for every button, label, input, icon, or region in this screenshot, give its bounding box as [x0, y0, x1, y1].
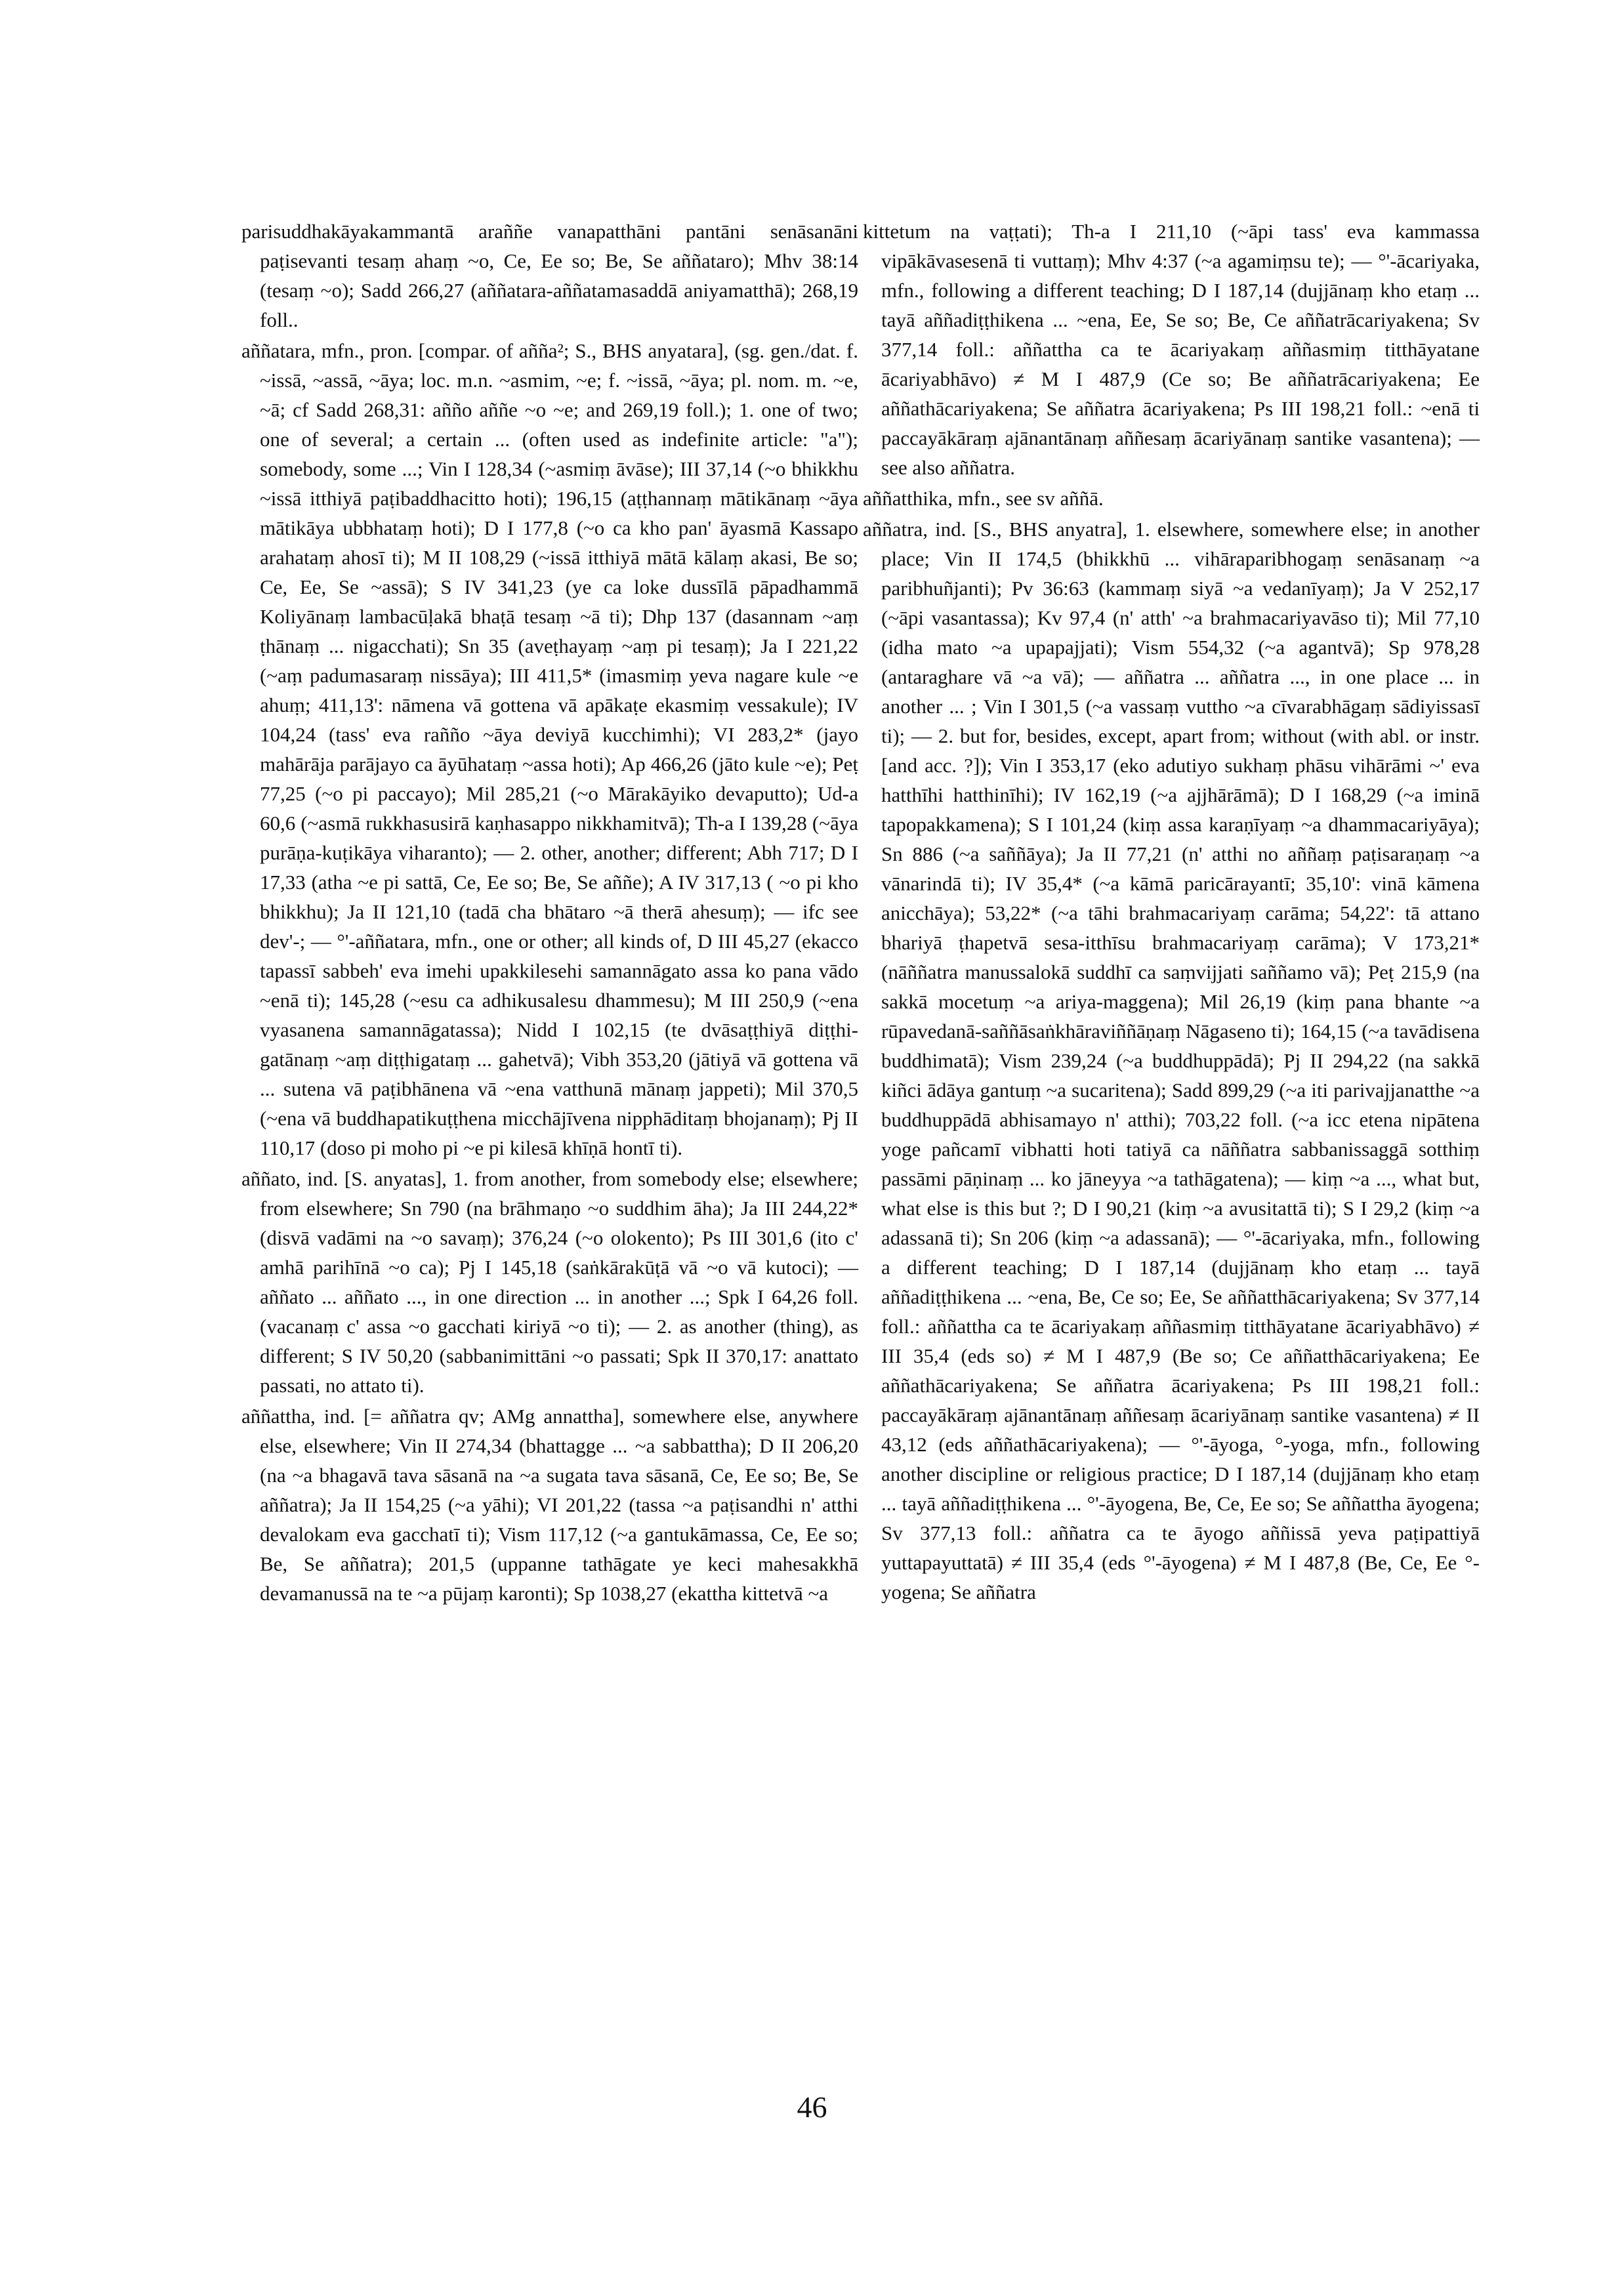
dictionary-entry: aññatra, ind. [S., BHS anyatra], 1. elsewhere, somewhere else; in another place; Vin II 174,5 (bhikkhū ... vihāraparibhogaṃ senāsanaṃ ~a paribhuñjanti); Pv 36:63 (kammaṃ siyā ~a vedanīyaṃ); Ja V 252,17 (~āpi vasantassa); Kv 97,4 (n' atth' ~a brahmacariyavāso ti); Mil 77,10 (idha mato ~a upapajjati); Vism 554,32 (~a agantvā); Sp 978,28 (antaraghare vā ~a vā); — aññatra ... aññatra ..., in one place ... in another ... ; Vin I 301,5 (~a vassaṃ vuttho ~a cīvarabhāgaṃ sādiyissasī ti); — 2. but for, besides, except, apart from; without (with abl. or instr. [and acc. ?]); Vin I 353,17 (eko adutiyo sukhaṃ phāsu vihārāmi ~' eva hatthīhi hatthinīhi); IV 162,19 (~a ajjhārāmā); D I 168,29 (~a iminā tapopakkamena); S I 101,24 (kiṃ assa karaṇīyaṃ ~a dhammacariyāya); Sn 886 (~a saññāya); Ja II 77,21 (n' atthi no aññaṃ paṭisaraṇaṃ ~a vānarindā ti); IV 35,4* (~a kāmā paricārayantī; 35,10': vinā kāmena anicchāya); 53,22* (~a tāhi brahmacariyaṃ carāma; 54,22': tā attano bhariyā ṭhapetvā sesa-itthīsu brahmacariyaṃ carāma); V 173,21* (nāññatra manussalokā suddhī ca saṃvijjati saññamo vā); Peṭ 215,9 (na sakkā mocetuṃ ~a ariya-maggena); Mil 26,19 (kiṃ pana bhante ~a rūpavedanā-saññāsaṅkhāraviññāṇaṃ Nāgaseno ti); 164,15 (~a tavādisena buddhimatā); Vism 239,24 (~a buddhuppādā); Pj II 294,22 (na sakkā kiñci ādāya gantuṃ ~a sucaritena); Sadd 899,29 (~a iti parivajjanatthe ~a buddhuppādā abhisamayo n' atthi); 703,22 foll. (~a icc etena nipātena yoge pañcamī vibhatti hoti tatiyā ca nāññatra sabbanissaggā sotthiṃ passāmi pāṇinaṃ ... ko jāneyya ~a tathāgatena); — kiṃ ~a ..., what but, what else is this but ?; D I 90,21 (kiṃ ~a avusitattā ti); S I 29,2 (kiṃ ~a adassanā ti); Sn 206 (kiṃ ~a adassanā); — °'-ācariyaka, mfn., following a different teaching; D I 187,14 (dujjānaṃ kho etaṃ ... tayā aññadiṭṭhikena ... ~ena, Be, Ce so; Ee, Se aññatthācariyakena; Sv 377,14 foll.: aññattha ca te ācariyakaṃ aññasmiṃ titthāyatane ācariyabhāvo) ≠ III 35,4 (eds so) ≠ M I 487,9 (Be so; Ce aññatthācariyakena; Ee aññathācariyakena; Se aññatra ācariyakena; Ps III 198,21 foll.: paccayākāraṃ ajānantānaṃ aññesaṃ ācariyānaṃ santike vasantena) ≠ II 43,12 (eds aññathācariyakena); — °'-āyoga, °-yoga, mfn., following another discipline or religious practice; D I 187,14 (dujjānaṃ kho etaṃ ... tayā aññadiṭṭhikena ... °'-āyogena, Be, Ce, Ee so; Se aññattha āyogena; Sv 377,13 foll.: aññatra ca te āyogo aññissā yeva paṭipattiyā yuttapayuttatā) ≠ III 35,4 (eds °'-āyogena) ≠ M I 487,8 (Be, Ce, Ee °-yogena; Se aññatra	[863, 518, 1480, 1603]
dictionary-entry: parisuddhakāyakammantā araññe vanapatthāni pantāni senāsanāni paṭisevanti tesaṃ ahaṃ ~o, Ce, Ee so; Be, Se aññataro); Mhv 38:14 (tesaṃ ~o); Sadd 266,27 (aññatara-aññatamasaddā aniyamatthā); 268,19 foll..	[241, 220, 858, 331]
right-column	[863, 217, 1480, 1607]
dictionary-entry: aññatthika, mfn., see sv aññā.	[863, 487, 1104, 510]
dictionary-entry: aññatara, mfn., pron. [compar. of añña²; S., BHS anyatara], (sg. gen./dat. f. ~issā, ~assā, ~āya; loc. m.n. ~asmim, ~e; f. ~issā, ~āya; pl. nom. m. ~e, ~ā; cf Sadd 268,31: añño aññe ~o ~e; and 269,19 foll.); 1. one of two; one of several; a certain ... (often used as indefinite article: "a"); somebody, some ...; Vin I 128,34 (~asmiṃ āvāse); III 37,14 (~o bhikkhu ~issā itthiyā paṭibaddhacitto hoti); 196,15 (aṭṭhannaṃ mātikānaṃ ~āya mātikāya ubbhataṃ hoti); D I 177,8 (~o ca kho pan' āyasmā Kassapo arahataṃ ahosī ti); M II 108,29 (~issā itthiyā mātā kālaṃ akasi, Be so; Ce, Ee, Se ~assā); S IV 341,23 (ye ca loke dussīlā pāpadhammā Koliyānaṃ lambacūḷakā bhaṭā tesaṃ ~ā ti); Dhp 137 (dasannam ~aṃ ṭhānaṃ ... nigacchati); Sn 35 (aveṭhayaṃ ~aṃ pi tesaṃ); Ja I 221,22 (~aṃ padumasaraṃ nissāya); III 411,5* (imasmiṃ yeva nagare kule ~e ahuṃ; 411,13': nāmena vā gottena vā apākaṭe ekasmiṃ vessakule); IV 104,24 (tass' eva rañño ~āya deviyā kucchimhi); VI 283,2* (jayo mahārāja parājayo ca āyūhataṃ ~assa hoti); Ap 466,26 (jāto kule ~e); Peṭ 77,25 (~o pi paccayo); Mil 285,21 (~o Mārakāyiko devaputto); Ud-a 60,6 (~asmā rukkhasusirā kaṇhasappo nikkhamitvā); Th-a I 139,28 (~āya purāṇa-kuṭikāya viharanto); — 2. other, another; different; Abh 717; D I 17,33 (atha ~e pi sattā, Ce, Ee so; Be, Se aññe); A IV 317,13 ( ~o pi kho bhikkhu); Ja II 121,10 (tadā cha bhātaro ~ā therā ahesuṃ); — ifc see dev'-; — °'-aññatara, mfn., one or other; all kinds of, D III 45,27 (ekacco tapassī sabbeh' eva imehi upakkilesehi samannāgato assa ko pana vādo ~enā ti); 145,28 (~esu ca adhikusalesu dhammesu); M III 250,9 (~ena vyasanena samannāgatassa); Nidd I 102,15 (te dvāsaṭṭhiyā diṭṭhi-gatānaṃ ~aṃ diṭṭhigataṃ ... gahetvā); Vibh 353,20 (jātiyā vā gottena vā ... sutena vā paṭibhānena vā ~ena vatthunā mānaṃ jappeti); Mil 370,5 (~ena vā buddhapatikuṭṭhena micchājīvena nipphāditaṃ bhojanaṃ); Pj II 110,17 (doso pi moho pi ~e pi kilesā khīṇā hontī ti).	[241, 339, 858, 1159]
dictionary-entry: aññattha, ind. [= aññatra qv; AMg annattha], somewhere else, anywhere else, elsewhere; Vin II 274,34 (bhattagge ... ~a sabbattha); D II 206,20 (na ~a bhagavā tava sāsanā na ~a sugata tava sāsanā, Ce, Ee so; Be, Se aññatra); Ja II 154,25 (~a yāhi); VI 201,22 (tassa ~a paṭisandhi n' atthi devalokam eva gacchatī ti); Vism 117,12 (~a gantukāmassa, Ce, Ee so; Be, Se aññatra); 201,5 (uppanne tathāgate ye keci mahesakkhā devamanussā na te ~a pūjaṃ karonti); Sp 1038,27 (ekattha kittetvā ~a	[241, 1405, 858, 1605]
page-number: 46	[797, 2090, 827, 2124]
dictionary-entry: kittetum na vaṭṭati); Th-a I 211,10 (~āpi tass' eva kammassa vipākāvasesenā ti vuttaṃ); Mhv 4:37 (~a agamiṃsu te); — °'-ācariyaka, mfn., following a different teaching; D I 187,14 (dujjānaṃ kho etaṃ ... tayā aññadiṭṭhikena ... ~ena, Ee, Se so; Be, Ce aññatrācariyakena; Sv 377,14 foll.: aññattha ca te ācariyakaṃ aññasmiṃ titthāyatane ācariyabhāvo) ≠ M I 487,9 (Ce so; Be aññatrācariyakena; Ee aññathācariyakena; Se aññatra ācariyakena; Ps III 198,21 foll.: ~enā ti paccayākāraṃ ajānantānaṃ aññesaṃ ācariyānaṃ santike vasantena); — see also aññatra.	[863, 220, 1480, 479]
left-column	[241, 217, 858, 1608]
dictionary-entry: aññato, ind. [S. anyatas], 1. from another, from somebody else; elsewhere; from elsewhere; Sn 790 (na brāhmaṇo ~o suddhim āha); Ja III 244,22* (disvā vadāmi na ~o savaṃ); 376,24 (~o olokento); Ps III 301,6 (ito c' amhā parihīnā ~o ca); Pj I 145,18 (saṅkārakūṭā vā ~o vā kutoci); — aññato ... aññato ..., in one direction ... in another ...; Spk I 64,26 foll. (vacanaṃ c' assa ~o gacchati kiriyā ~o ti); — 2. as another (thing), as different; S IV 50,20 (sabbanimittāni ~o passati; Spk II 370,17: anattato passati, no attato ti).	[241, 1167, 858, 1397]
